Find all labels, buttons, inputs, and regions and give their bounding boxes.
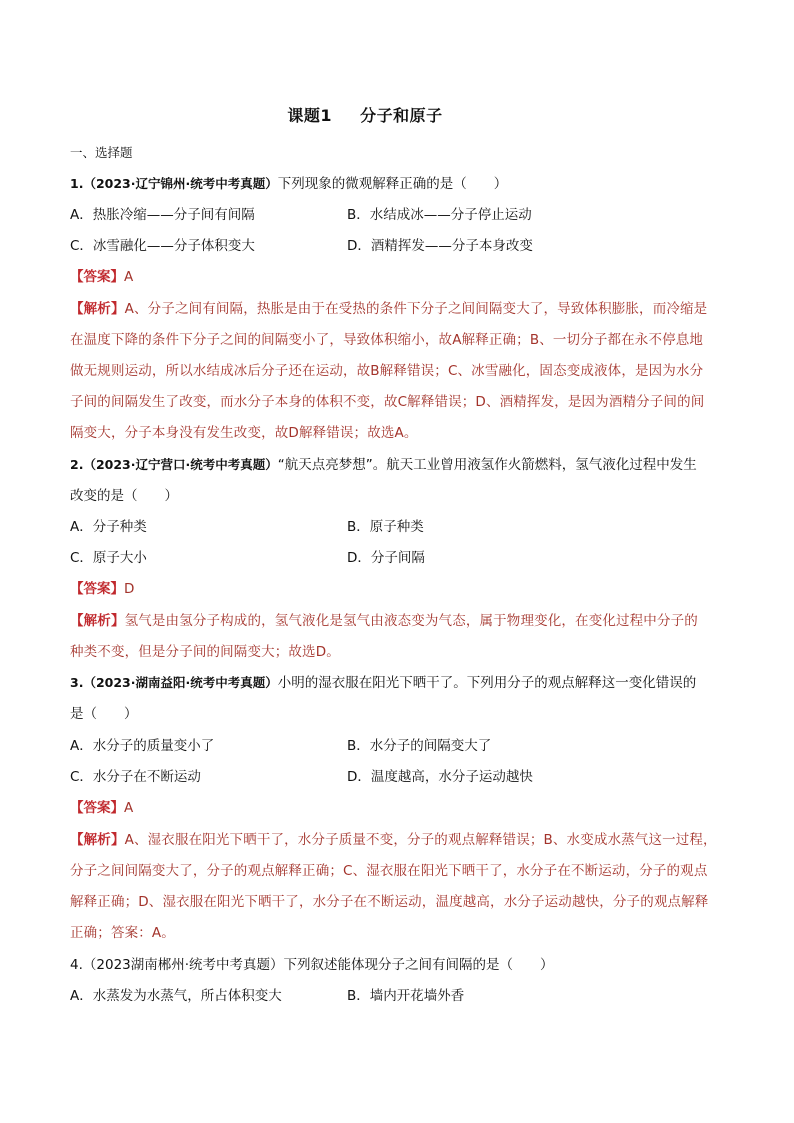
question-3-option-d: D．温度越高，水分子运动越快 <box>347 769 533 785</box>
question-2-analysis: 【解析】氢气是由氢分子构成的，氢气液化是氢气由液态变为气态，属于物理变化，在变化过程中分子的 <box>70 613 698 629</box>
question-2-stem: 2.（2023·辽宁营口·统考中考真题）“航天点亮梦想”。航天工业曾用液氢作火箭燃料，氢气液化过程中发生 <box>70 457 697 473</box>
question-1-option-c: C．冰雪融化——分子体积变大 <box>70 238 255 254</box>
question-2-option-c: C．原子大小 <box>70 550 147 566</box>
question-source: （2023·辽宁锦州·统考中考真题） <box>83 176 278 191</box>
question-2-option-b: B．原子种类 <box>347 519 424 535</box>
question-2-answer: 【答案】D <box>70 581 135 597</box>
question-4-option-b: B．墙内开花墙外香 <box>347 988 465 1004</box>
question-3-answer: 【答案】A <box>70 800 134 816</box>
question-2-option-d: D．分子间隔 <box>347 550 425 566</box>
question-source: （2023·辽宁营口·统考中考真题） <box>83 457 278 472</box>
question-1-answer: 【答案】A <box>70 269 134 285</box>
question-source: （2023·湖南益阳·统考中考真题） <box>83 675 278 690</box>
question-3-analysis-line: 分子之间间隔变大了，分子的观点解释正确；C、湿衣服在阳光下晒干了，水分子在不断运动，分子的观点 <box>70 863 708 879</box>
question-1-analysis-line: 隔变大，分子本身没有发生改变，故D解释错误；故选A。 <box>70 425 418 441</box>
question-4-stem: 4.（2023湖南郴州·统考中考真题）下列叙述能体现分子之间有间隔的是（ ） <box>70 957 554 973</box>
question-2-stem-line: 改变的是（ ） <box>70 488 178 504</box>
question-3-stem: 3.（2023·湖南益阳·统考中考真题）小明的湿衣服在阳光下晒干了。下列用分子的观点解释这一变化错误的 <box>70 675 697 691</box>
question-2-option-a: A．分子种类 <box>70 519 147 535</box>
question-1-option-b: B．水结成冰——分子停止运动 <box>347 207 532 223</box>
question-3-analysis: 【解析】A、湿衣服在阳光下晒干了，水分子质量不变，分子的观点解释错误；B、水变成水蒸气这一过程， <box>70 832 717 848</box>
question-2-analysis-line: 种类不变，但是分子间的间隔变大；故选D。 <box>70 644 340 660</box>
question-3-stem-line: 是（ ） <box>70 706 138 722</box>
question-1-option-d: D．酒精挥发——分子本身改变 <box>347 238 533 254</box>
question-1-analysis-line: 子间的间隔发生了改变，而水分子本身的体积不变，故C解释错误；D、酒精挥发，是因为酒精分子间的间 <box>70 394 705 410</box>
question-1-stem: 1.（2023·辽宁锦州·统考中考真题）下列现象的微观解释正确的是（ ） <box>70 176 508 192</box>
section-heading: 一、选择题 <box>70 145 133 160</box>
title-lesson-name: 分子和原子 <box>360 106 443 125</box>
question-3-option-b: B．水分子的间隔变大了 <box>347 738 492 754</box>
question-1-analysis-line: 做无规则运动，所以水结成冰后分子还在运动，故B解释错误；C、冰雪融化，固态变成液体，是因为水分 <box>70 363 704 379</box>
question-1-analysis-line: 在温度下降的条件下分子之间的间隔变小了，导致体积缩小，故A解释正确；B、一切分子都在永不停息地 <box>70 332 704 348</box>
question-1-analysis: 【解析】A、分子之间有间隔，热胀是由于在受热的条件下分子之间间隔变大了，导致体积膨胀，而冷缩是 <box>70 301 708 317</box>
question-3-analysis-line: 解释正确；D、湿衣服在阳光下晒干了，水分子在不断运动，温度越高，水分子运动越快，分子的观点解释 <box>70 894 709 910</box>
question-3-analysis-line: 正确；答案：A。 <box>70 925 175 941</box>
question-3-option-c: C．水分子在不断运动 <box>70 769 201 785</box>
title-lesson-number: 课题1 <box>287 106 333 125</box>
page-title <box>0 103 730 126</box>
question-source: （2023湖南郴州·统考中考真题） <box>82 957 284 973</box>
question-3-option-a: A．水分子的质量变小了 <box>70 738 215 754</box>
question-1-option-a: A．热胀冷缩——分子间有间隔 <box>70 207 255 223</box>
question-4-option-a: A．水蒸发为水蒸气，所占体积变大 <box>70 988 282 1004</box>
